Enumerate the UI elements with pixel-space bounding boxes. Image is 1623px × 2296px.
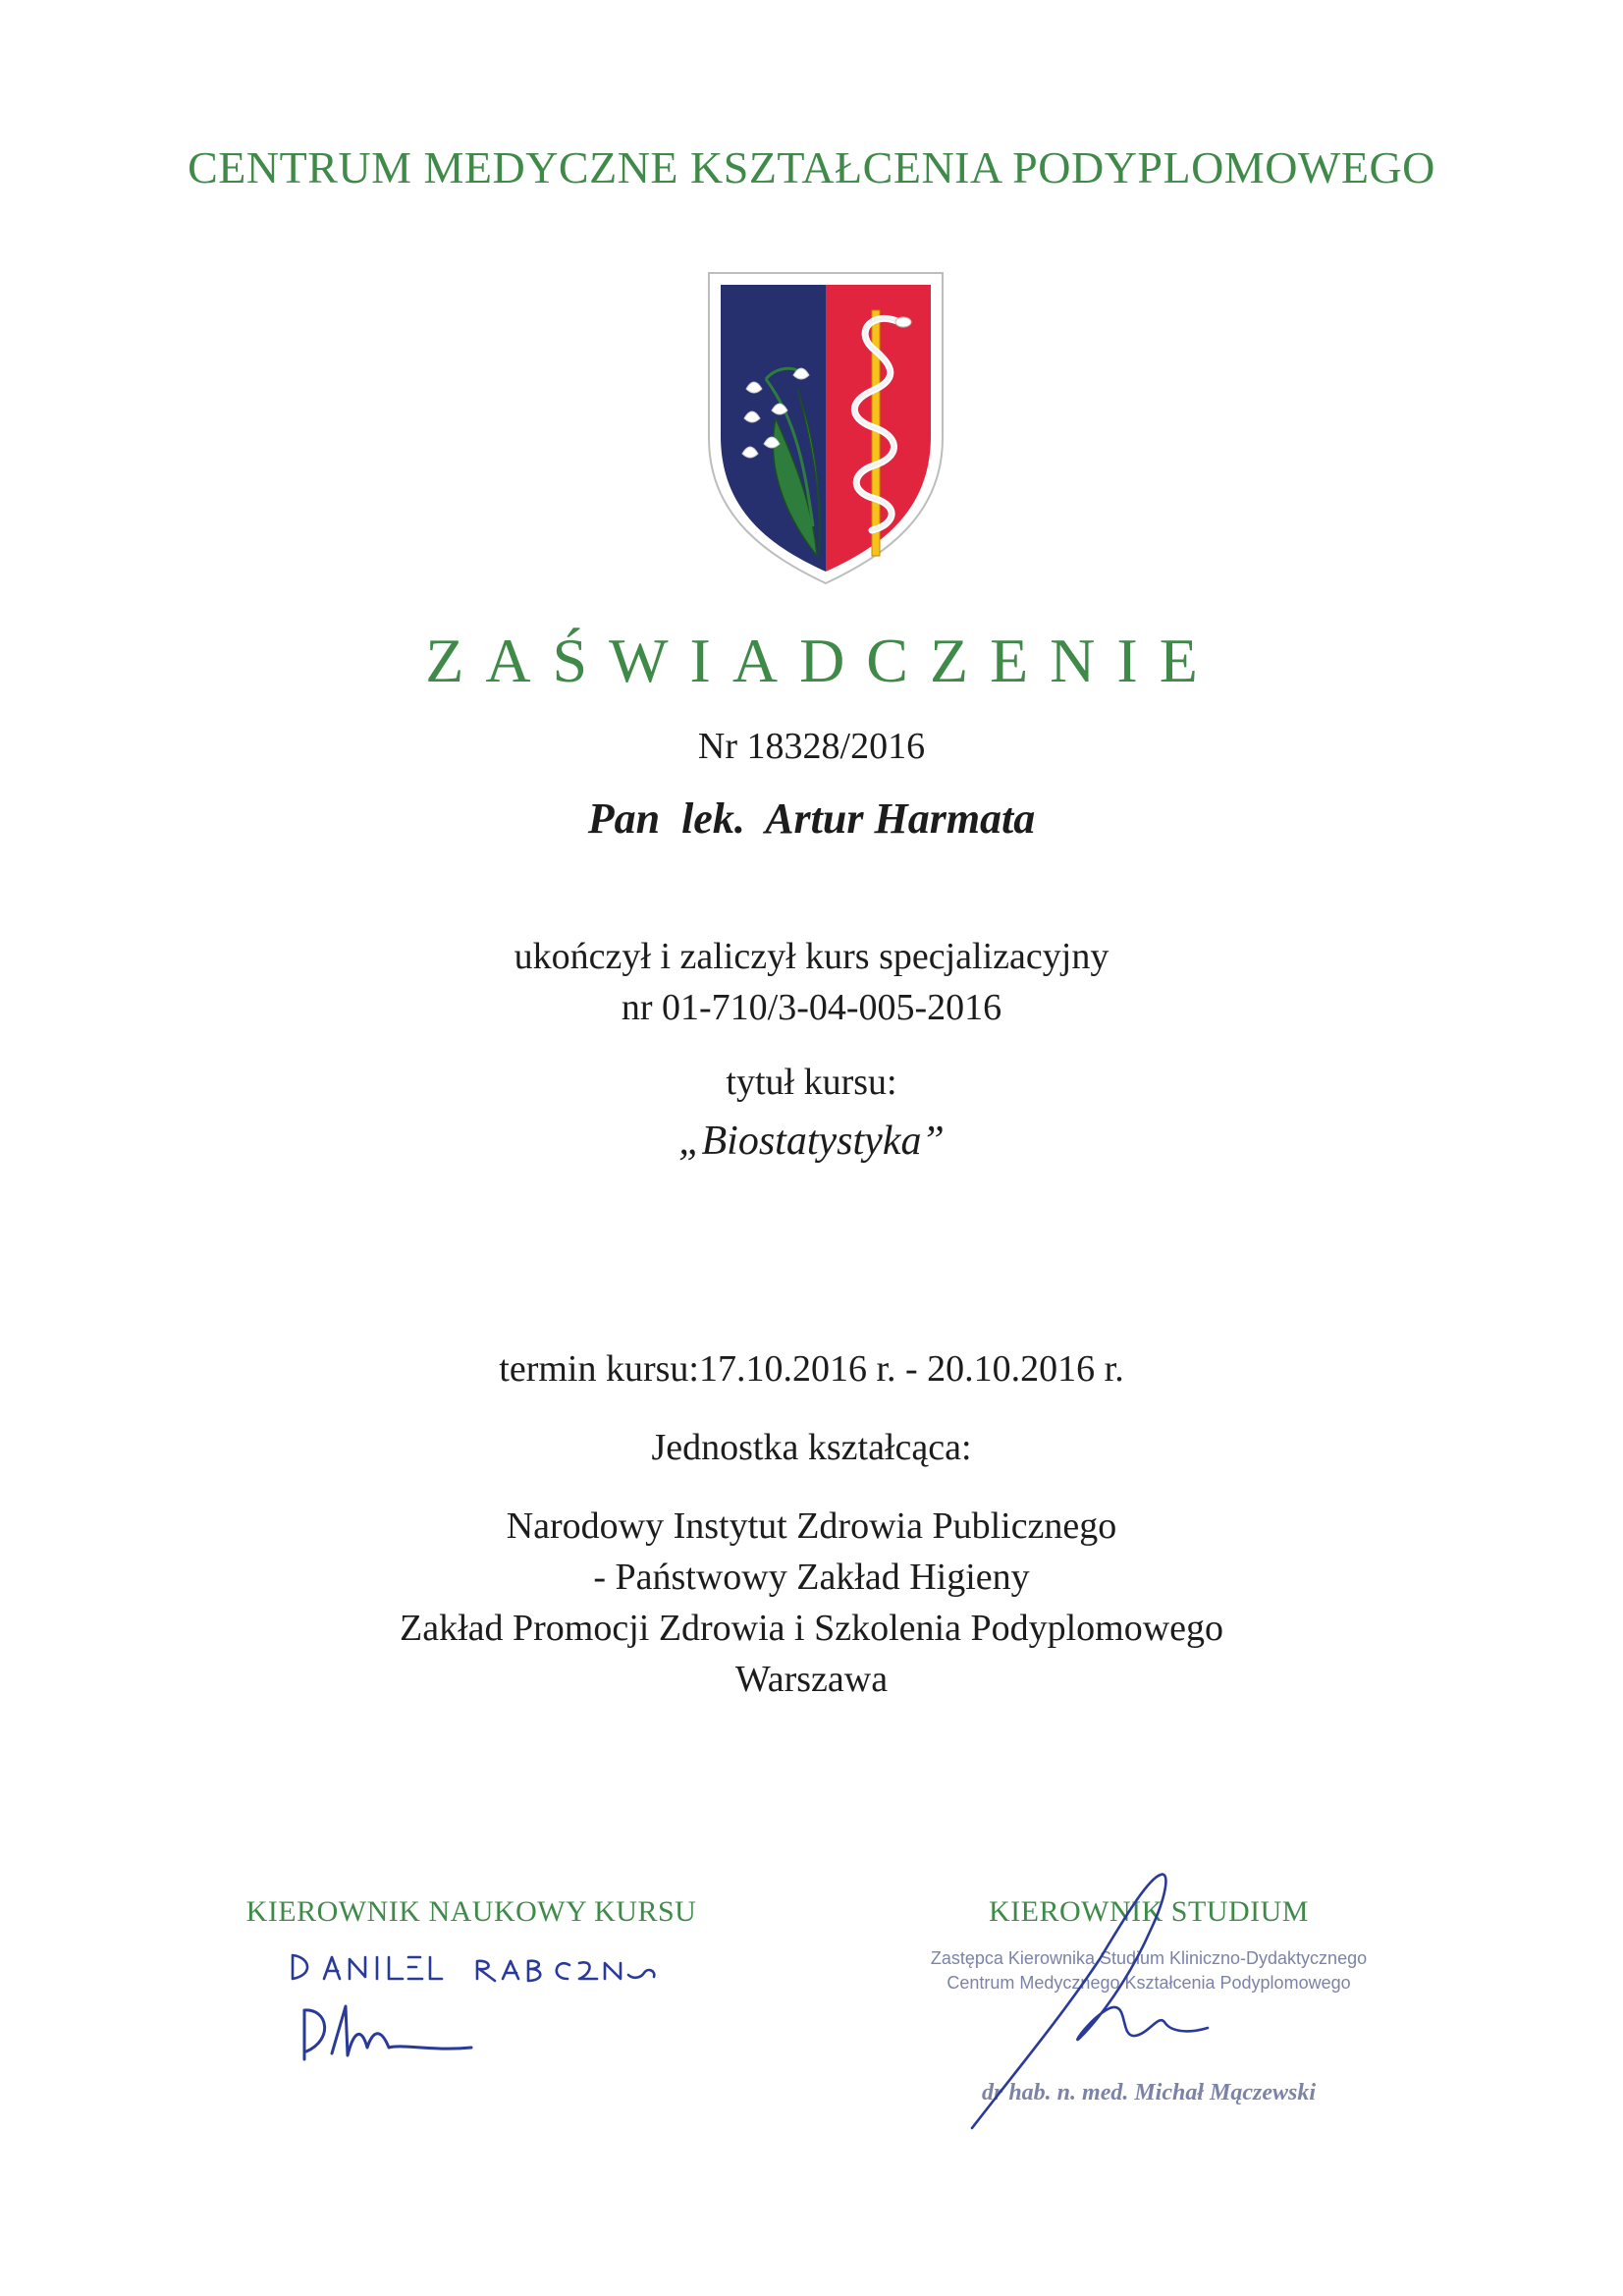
stamp-line: Centrum Medycznego Kształcenia Podyplomowego — [947, 1973, 1351, 1993]
training-unit-line: Narodowy Instytut Zdrowia Publicznego — [506, 1505, 1117, 1547]
scientific-director-heading: KIEROWNIK NAUKOWY KURSU — [245, 1895, 697, 1928]
recipient-name: Pan lek. Artur Harmata — [587, 794, 1036, 843]
stamp-signatory-name: dr hab. n. med. Michał Mączewski — [981, 2080, 1317, 2105]
training-unit-line: Warszawa — [734, 1659, 889, 1700]
course-title-label: tytuł kursu: — [726, 1062, 897, 1103]
certificate-number: Nr 18328/2016 — [697, 726, 926, 767]
course-number: nr 01-710/3-04-005-2016 — [621, 987, 1002, 1028]
coat-of-arms-icon — [707, 271, 945, 585]
training-unit-label: Jednostka kształcąca: — [651, 1427, 972, 1468]
scientific-director-block — [216, 1895, 727, 1929]
handwritten-signature — [943, 1871, 1296, 2136]
study-director-heading: KIEROWNIK STUDIUM — [989, 1895, 1309, 1928]
training-unit-line: - Państwowy Zakład Higieny — [593, 1557, 1030, 1598]
handwritten-name-signature — [285, 1949, 677, 2067]
course-title: „Biostatystyka” — [678, 1119, 945, 1164]
document-title: ZAŚWIADCZENIE — [425, 626, 1219, 695]
completion-text: ukończył i zaliczył kurs specjalizacyjny — [514, 936, 1109, 977]
course-dates: termin kursu:17.10.2016 r. - 20.10.2016 r. — [499, 1348, 1124, 1390]
training-unit-line: Zakład Promocji Zdrowia i Szkolenia Podyplomowego — [399, 1608, 1224, 1649]
stamp-line: Zastępca Kierownika Studium Kliniczno-Dydaktycznego — [930, 1948, 1368, 1968]
institution-name: CENTRUM MEDYCZNE KSZTAŁCENIA PODYPLOMOWEGO — [188, 142, 1435, 192]
